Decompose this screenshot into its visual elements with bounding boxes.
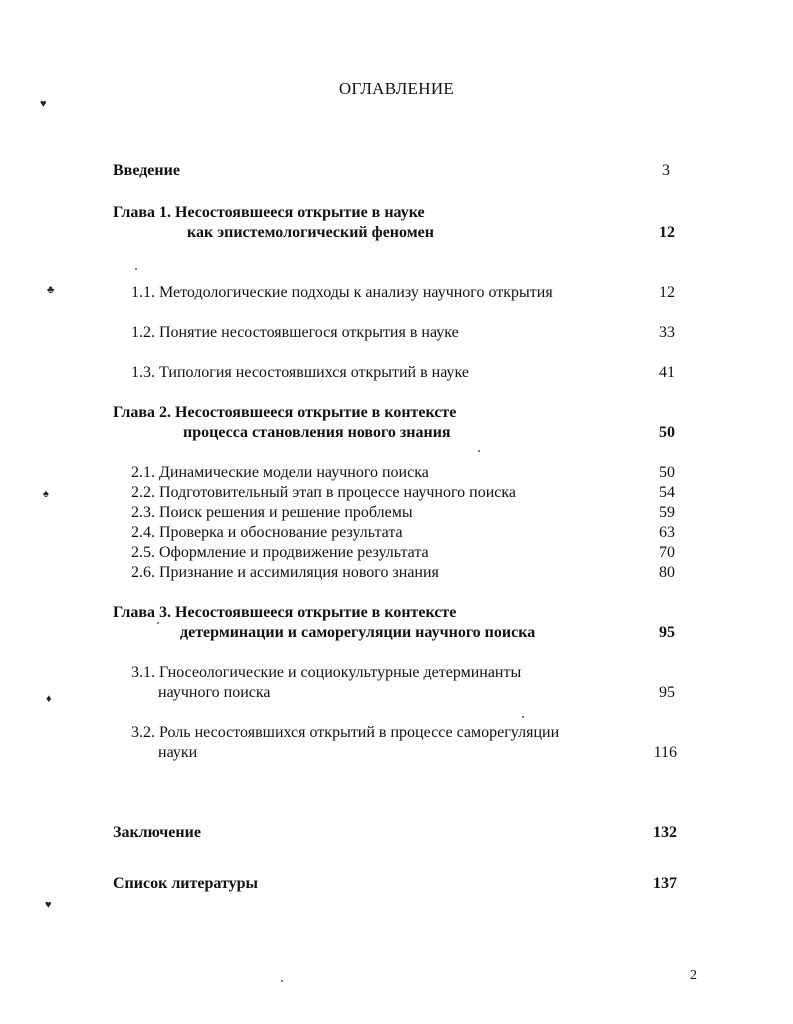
toc-s3-2-page: 116 <box>653 744 677 761</box>
margin-mark-icon: ♦ <box>46 693 52 705</box>
toc-s2-4-label: 2.4. Проверка и обоснование результата <box>131 524 403 541</box>
toc-s2-6-label: 2.6. Признание и ассимиляция нового знания <box>131 564 439 581</box>
scan-speck <box>478 450 480 452</box>
toc-s3-1-line1: 3.1. Гносеологические и социокультурные детерминанты <box>131 664 522 681</box>
toc-s2-6-page: 80 <box>659 564 675 581</box>
toc-s2-4-page: 63 <box>659 524 675 541</box>
toc-s2-1-label: 2.1. Динамические модели научного поиска <box>131 464 429 481</box>
toc-s2-3-page: 59 <box>659 504 675 521</box>
toc-s1-2-label: 1.2. Понятие несостоявшегося открытия в науке <box>131 324 459 341</box>
toc-s2-5-page: 70 <box>659 544 675 561</box>
toc-ch2-line2: процесса становления нового знания <box>183 424 451 441</box>
toc-intro-page: 3 <box>662 162 670 179</box>
toc-ch2-line1: Глава 2. Несостоявшееся открытие в контексте <box>113 404 457 421</box>
toc-conclusion-label: Заключение <box>113 824 201 841</box>
margin-mark-icon: ♠ <box>43 488 49 500</box>
toc-s1-2-page: 33 <box>659 324 675 341</box>
toc-s1-1-page: 12 <box>659 284 675 301</box>
toc-ch1-line2: как эпистемологический феномен <box>187 224 434 241</box>
margin-mark-icon: ♣ <box>47 284 55 296</box>
page-title: ОГЛАВЛЕНИЕ <box>338 79 455 98</box>
toc-s1-1-label: 1.1. Методологические подходы к анализу научного открытия <box>131 284 553 301</box>
toc-references-page: 137 <box>653 875 677 892</box>
scan-speck <box>157 622 159 624</box>
scan-speck <box>135 268 137 270</box>
toc-s3-1-page: 95 <box>659 684 675 701</box>
toc-ch1-page: 12 <box>659 224 675 241</box>
scan-speck <box>522 716 524 718</box>
toc-s2-5-label: 2.5. Оформление и продвижение результата <box>131 544 429 561</box>
toc-ch1-line1: Глава 1. Несостоявшееся открытие в науке <box>113 204 425 221</box>
toc-ch3-line2: детерминации и саморегуляции научного поиска <box>180 624 536 641</box>
toc-ch3-page: 95 <box>659 624 675 641</box>
margin-mark-icon: ♥ <box>40 98 47 110</box>
toc-s2-3-label: 2.3. Поиск решения и решение проблемы <box>131 504 413 521</box>
toc-intro-label: Введение <box>113 162 180 179</box>
margin-mark-icon: ♥ <box>45 899 52 911</box>
toc-s2-2-page: 54 <box>659 484 675 501</box>
toc-s1-3-page: 41 <box>659 364 675 381</box>
toc-s1-3-label: 1.3. Типология несостоявшихся открытий в науке <box>131 364 469 381</box>
toc-ch3-line1: Глава 3. Несостоявшееся открытие в контексте <box>113 604 457 621</box>
toc-s3-2-line1: 3.2. Роль несостоявшихся открытий в процессе саморегуляции <box>131 724 560 741</box>
toc-s3-1-line2: научного поиска <box>158 684 271 701</box>
toc-s2-1-page: 50 <box>659 464 675 481</box>
toc-s2-2-label: 2.2. Подготовительный этап в процессе научного поиска <box>131 484 517 501</box>
toc-ch2-page: 50 <box>659 424 675 441</box>
toc-conclusion-page: 132 <box>653 824 677 841</box>
toc-references-label: Список литературы <box>113 875 258 892</box>
page-number: 2 <box>690 968 697 983</box>
scan-speck <box>281 980 283 982</box>
toc-s3-2-line2: науки <box>158 744 198 761</box>
